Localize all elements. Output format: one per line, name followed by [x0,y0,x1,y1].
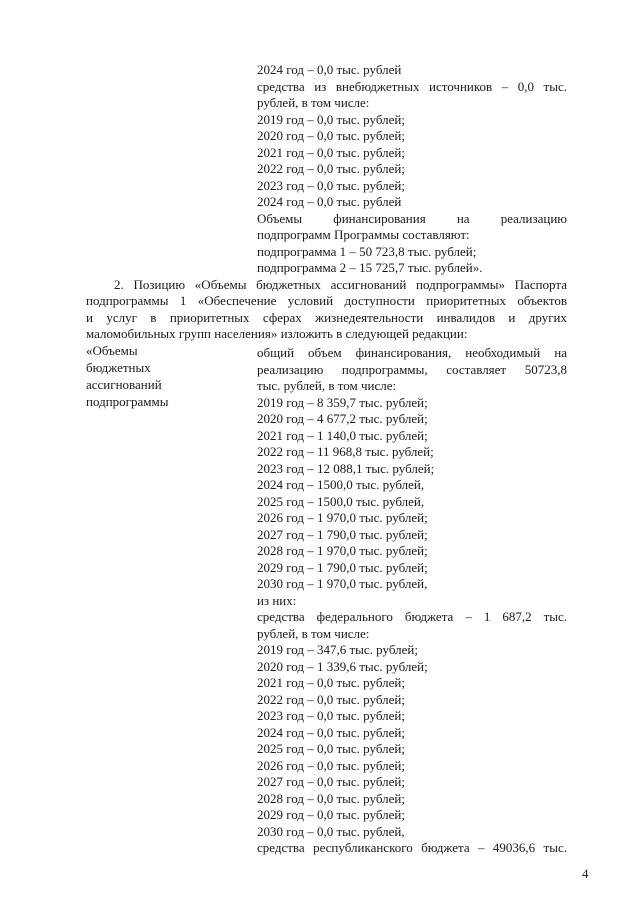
text-line: 2019 год – 347,6 тыс. рублей; [257,642,418,657]
text-line: 2028 год – 0,0 тыс. рублей; [257,791,405,806]
text-line: из них: [257,593,297,608]
text-line: 2029 год – 1 790,0 тыс. рублей; [257,560,428,575]
text-line: тыс. рублей, в том числе: [257,378,397,393]
text-line: 2021 год – 0,0 тыс. рублей; [257,675,405,690]
text-line: 2024 год – 1500,0 тыс. рублей, [257,477,425,492]
text-line: 2021 год – 1 140,0 тыс. рублей; [257,428,428,443]
paragraph-line: и услуг в приоритетных сферах жизнедеятельности инвалидов и других [86,310,567,325]
text-line: Объемы финансирования на реализацию [257,211,567,226]
text-line: 2025 год – 0,0 тыс. рублей; [257,741,405,756]
text-line: 2030 год – 1 970,0 тыс. рублей, [257,576,428,591]
text-line: 2023 год – 0,0 тыс. рублей; [257,178,405,193]
text-line: 2024 год – 0,0 тыс. рублей [257,194,402,209]
page-number: 4 [582,866,589,881]
text-line: 2019 год – 0,0 тыс. рублей; [257,112,405,127]
text-line: 2020 год – 1 339,6 тыс. рублей; [257,659,428,674]
text-line: 2022 год – 0,0 тыс. рублей; [257,161,405,176]
text-line: подпрограмма 1 – 50 723,8 тыс. рублей; [257,244,477,259]
text-line: 2029 год – 0,0 тыс. рублей; [257,807,405,822]
text-line: средства федерального бюджета – 1 687,2 тыс. [257,609,567,624]
text-line: 2021 год – 0,0 тыс. рублей; [257,145,405,160]
text-line: 2022 год – 0,0 тыс. рублей; [257,692,405,707]
text-line: реализацию подпрограммы, составляет 50723,8 [257,362,567,377]
paragraph-line: подпрограммы 1 «Обеспечение условий доступности приоритетных объектов [86,293,567,308]
text-line: 2030 год – 0,0 тыс. рублей, [257,824,405,839]
text-line: общий объем финансирования, необходимый на [257,345,567,360]
text-line: 2023 год – 12 088,1 тыс. рублей; [257,461,435,476]
text-line: 2027 год – 1 790,0 тыс. рублей; [257,527,428,542]
text-line: 2028 год – 1 970,0 тыс. рублей; [257,543,428,558]
label-line: подпрограммы [86,394,169,409]
text-line: средства республиканского бюджета – 49036,6 тыс. [257,840,567,855]
label-line: бюджетных [86,360,151,375]
text-line: 2026 год – 1 970,0 тыс. рублей; [257,510,428,525]
text-line: 2024 год – 0,0 тыс. рублей; [257,725,405,740]
label-line: «Объемы [86,343,138,358]
label-line: ассигнований [86,377,162,392]
text-line: рублей, в том числе: [257,95,370,110]
text-line: 2022 год – 11 968,8 тыс. рублей; [257,444,434,459]
paragraph-line: маломобильных групп населения» изложить в следующей редакции: [86,326,468,341]
text-line: рублей, в том числе: [257,626,370,641]
text-line: 2019 год – 8 359,7 тыс. рублей; [257,395,428,410]
text-line: подпрограмм Программы составляют: [257,227,470,242]
text-line: 2020 год – 0,0 тыс. рублей; [257,128,405,143]
text-line: 2023 год – 0,0 тыс. рублей; [257,708,405,723]
text-line: 2027 год – 0,0 тыс. рублей; [257,774,405,789]
text-line: 2024 год – 0,0 тыс. рублей [257,62,402,77]
text-line: 2026 год – 0,0 тыс. рублей; [257,758,405,773]
text-line: 2020 год – 4 677,2 тыс. рублей; [257,411,428,426]
text-line: средства из внебюджетных источников – 0,0 тыс. [257,79,567,94]
paragraph-line: 2. Позицию «Объемы бюджетных ассигнований подпрограммы» Паспорта [114,277,567,292]
text-line: подпрограмма 2 – 15 725,7 тыс. рублей». [257,260,483,275]
text-line: 2025 год – 1500,0 тыс. рублей, [257,494,425,509]
